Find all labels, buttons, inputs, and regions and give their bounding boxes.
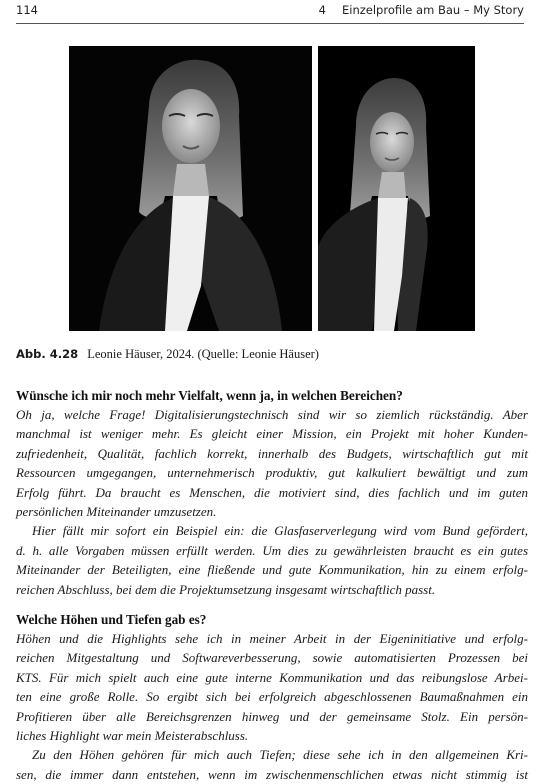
page-number: 114	[16, 3, 38, 17]
paragraph-line: liches Highlight war mein Meisterabschluss.	[16, 728, 249, 744]
paragraph-line: persönlichen Miteinander umzusetzen.	[16, 504, 217, 520]
paragraph-line: KTS. Für mich spielt auch eine gute interne Kommunikation und das reibungslose Arbei-	[16, 669, 528, 685]
figure-caption-text: Leonie Häuser, 2024. (Quelle: Leonie Häuser)	[87, 347, 319, 361]
paragraph-line: Höhen und die Highlights sehe ich in meiner Arbeit in der Eigeninitiative und erfolg-	[16, 631, 528, 646]
paragraph-line: ten eine große Rolle. So ergibt sich bei erfolgreich abgeschlossenen Baumaßnahmen ein	[16, 689, 528, 705]
paragraph-line: zufriedenheit, Qualität, fachlich korrekt, innerhalb des Budgets, wirtschaftlich gut mit	[16, 445, 528, 461]
paragraph-line: Profitieren über alle Bereichsgrenzen hinweg und der gemeinsame Stolz. Ein persön-	[16, 708, 528, 724]
chapter-title: Einzelprofile am Bau – My Story	[342, 3, 524, 17]
paragraph-line: Erfolg führt. Da braucht es Menschen, die motiviert sind, dies fachlich und im guten	[16, 484, 528, 500]
portrait-photo-full	[69, 46, 312, 331]
chapter-number: 4	[318, 3, 326, 17]
paragraph-line: manchmal ist weniger mehr. Es gleicht einer Mission, ein Projekt mit hoher Kunden-	[16, 426, 528, 442]
section-heading: Welche Höhen und Tiefen gab es?	[16, 612, 207, 627]
paragraph-line: reichen Abschluss, bei dem die Projektumsetzung insgesamt wirtschaftlich passt.	[16, 581, 436, 597]
section-hoehen-tiefen	[16, 610, 528, 784]
paragraph-line: Hier fällt mir sofort ein Beispiel ein: die Glasfaserverlegung wird vom Bund gefördert,	[32, 523, 528, 539]
running-header	[16, 3, 524, 24]
paragraph-line: Miteinander der Beteiligten, eine fließende und gute Kommunikation, hin zu einem erfolg-	[16, 562, 528, 578]
figure-caption	[16, 347, 319, 362]
paragraph-line: d. h. alle Vorgaben müssen erfüllt werden. Um dies zu gewährleisten braucht es ein gutes	[16, 542, 528, 558]
section-heading: Wünsche ich mir noch mehr Vielfalt, wenn ja, in welchen Bereichen?	[16, 388, 403, 403]
figure-4-28	[69, 46, 475, 331]
paragraph-line: sen, die immer dann entstehen, wenn im zwischenmenschlichen etwas nicht stimmig ist	[16, 766, 528, 782]
figure-label: Abb. 4.28	[16, 347, 79, 361]
paragraph-line: reichen Mitgestaltung und Softwareverbesserung, sowie automatisierten Prozessen bei	[16, 650, 528, 666]
portrait-photo-cutout	[318, 46, 475, 331]
chapter-heading	[319, 3, 524, 17]
paragraph-line: Oh ja, welche Frage! Digitalisierungstechnisch sind wir so ziemlich rückständig. Aber	[16, 407, 528, 422]
paragraph-line: Zu den Höhen gehören für mich auch Tiefen; diese sehe ich in den allgemeinen Kri-	[32, 747, 528, 763]
section-vielfalt	[16, 386, 528, 599]
paragraph-line: Ressourcen umgegangen, unternehmerisch produktiv, gut kalkuliert bewältigt und zum	[16, 465, 528, 481]
